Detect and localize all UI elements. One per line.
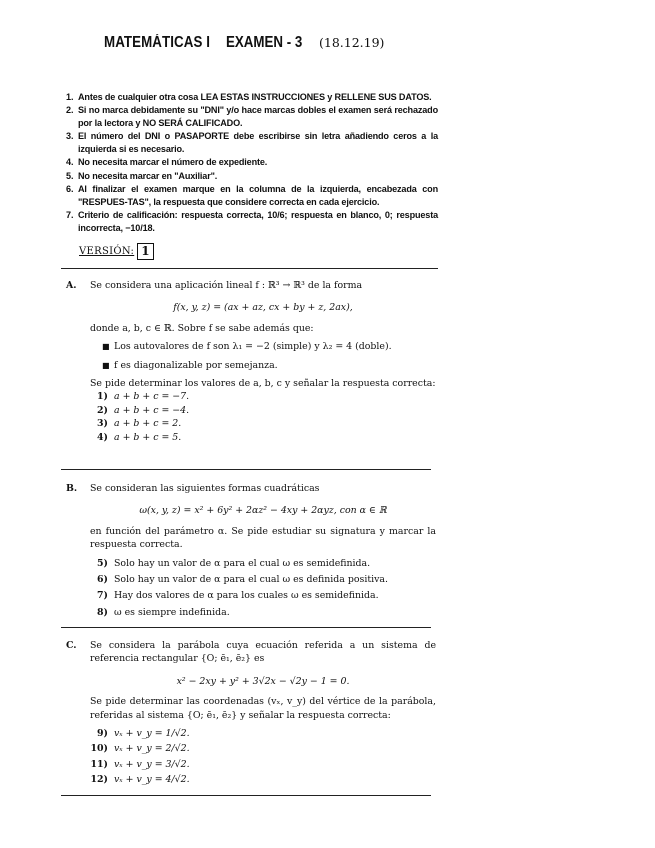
divider [61,795,431,796]
instruction-number: 4. [66,157,74,168]
answer-option [90,773,436,786]
question-conditions: Se pide determinar las coordenadas (vₓ, v_y) del vértice de la parábola, referidas al sistema {O; ē₁, ē₂} y señalar la respuesta correcta: [90,696,436,721]
instruction-text: Antes de cualquier otra cosa LEA ESTAS INSTRUCCIONES y RELLENE SUS DATOS. [78,92,432,102]
option-number: 2) [97,404,108,416]
option-number: 6) [97,574,108,586]
condition-text: Los autovalores de f son λ₁ = −2 (simple) y λ₂ = 4 (doble). [114,341,392,353]
answer-option [90,758,436,771]
option-number: 10) [90,743,108,755]
option-number: 12) [90,774,108,786]
condition-item [102,359,436,372]
option-text: ω es siempre indefinida. [114,606,230,618]
instruction-number: 5. [66,170,74,181]
instruction-item [66,183,438,209]
question-intro: Se considera una aplicación lineal f : ℝ³ → ℝ³ de la forma [90,280,363,291]
condition-item [102,340,436,353]
instruction-text: El número del DNI o PASAPORTE debe escribirse sin letra añadiendo ceros a la izquierda si es necesario. [78,131,438,155]
divider [61,268,438,269]
instruction-item [66,91,438,104]
instruction-text: Al finalizar el examen marque en la columna de la izquierda, encabezada con "RESPUES-TAS", la respuesta que considere correcta en cada ejercicio. [78,183,438,207]
question-letter: A. [66,280,77,291]
instruction-number: 3. [66,131,74,142]
question-b [66,482,436,619]
answer-option [90,589,436,602]
answer-option [90,727,436,740]
question-formula: f(x, y, z) = (ax + az, cx + by + z, 2ax), [173,302,353,314]
instruction-text: Criterio de calificación: respuesta correcta, 10/6; respuesta en blanco, 0; respuesta incorrecta, −10/18. [78,209,438,233]
instruction-text: No necesita marcar el número de expediente. [78,157,268,168]
question-intro: Se consideran las siguientes formas cuadráticas [90,483,320,494]
answer-option [90,573,436,586]
option-text: vₓ + v_y = 3/√2. [114,758,190,770]
instruction-item [66,104,438,130]
instruction-number: 6. [66,183,74,194]
instruction-item [66,130,438,156]
instruction-item [66,170,438,183]
answer-option [90,606,436,619]
divider [61,469,431,470]
answer-option [90,404,436,417]
question-a [66,279,436,444]
instruction-text: No necesita marcar en "Auxiliar". [78,170,218,181]
option-number: 7) [97,590,108,602]
option-text: a + b + c = 2. [114,418,182,430]
option-text: a + b + c = −7. [114,391,190,403]
option-text: vₓ + v_y = 2/√2. [114,743,190,755]
option-text: Solo hay un valor de α para el cual ω es semidefinida. [114,557,371,569]
question-letter: B. [66,483,78,494]
question-intro: Se considera la parábola cuya ecuación referida a un sistema de referencia rectangular {O; ē₁, ē₂} es [90,640,436,665]
instructions-list [66,91,438,235]
answer-option [90,390,436,403]
exam-title: EXAMEN - 3 [226,34,303,51]
instruction-text: Si no marca debidamente su "DNI" y/o hace marcas dobles el examen será rechazado por la lectora y NO SERÁ CALIFICADO. [78,105,438,129]
condition-text: f es diagonalizable por semejanza. [114,359,278,371]
option-number: 9) [97,728,108,740]
option-text: vₓ + v_y = 1/√2. [114,728,190,740]
option-number: 3) [97,418,108,430]
instruction-number: 1. [66,92,74,102]
option-number: 8) [97,606,108,618]
option-number: 4) [97,431,108,443]
instruction-number: 2. [66,105,74,116]
version-label: VERSIÓN: [79,246,135,257]
instruction-item [66,209,438,235]
bullet-icon: ■ [102,342,110,352]
answer-option [90,742,436,755]
divider [61,627,431,628]
answer-option [90,417,436,430]
question-ask: Se pide determinar los valores de a, b, c y señalar la respuesta correcta: [90,378,436,390]
question-formula: ω(x, y, z) = x² + 6y² + 2αz² − 4xy + 2αyz, con α ∈ ℝ [139,505,387,517]
question-conditions: en función del parámetro α. Se pide estudiar su signatura y marcar la respuesta correcta. [90,525,436,551]
question-c [66,639,436,787]
option-text: a + b + c = 5. [114,431,182,443]
option-text: Solo hay un valor de α para el cual ω es definida positiva. [114,574,388,586]
option-text: Hay dos valores de α para los cuales ω es semidefinida. [114,590,379,602]
answer-option [90,557,436,570]
option-number: 11) [90,758,108,770]
answer-option [90,431,436,444]
bullet-icon: ■ [102,360,110,370]
instruction-number: 7. [66,209,74,220]
option-text: vₓ + v_y = 4/√2. [114,774,190,786]
exam-header [104,34,384,52]
option-text: a + b + c = −4. [114,404,190,416]
question-formula: x² − 2xy + y² + 3√2x − √2y − 1 = 0. [176,675,350,687]
instruction-item [66,156,438,169]
question-conditions: donde a, b, c ∈ ℝ. Sobre f se sabe además que: [90,322,314,334]
exam-date: (18.12.19) [319,35,385,50]
course-title: MATEMÁTICAS I [104,34,211,51]
version-indicator [79,243,154,260]
option-number: 5) [97,557,108,569]
option-number: 1) [97,391,108,403]
version-box: 1 [137,243,153,260]
question-letter: C. [66,640,77,651]
